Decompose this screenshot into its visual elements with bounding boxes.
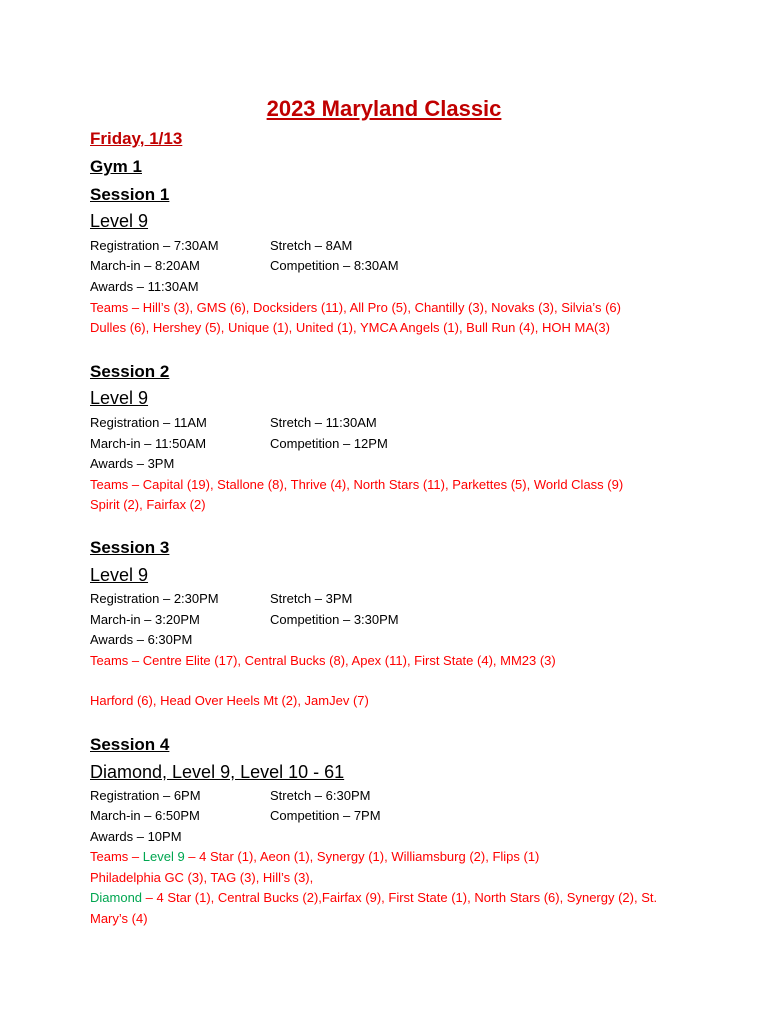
march-in-time: March-in – 8:20AM — [90, 258, 200, 273]
registration-time: Registration – 6PM — [90, 788, 201, 803]
session-title: Session 1 — [90, 185, 170, 204]
teams-line: Philadelphia GC (3), TAG (3), Hill’s (3), — [90, 870, 314, 885]
diamond-label: Diamond — [90, 890, 143, 905]
awards-time: Awards – 3PM — [90, 456, 175, 471]
teams-prefix: Teams – — [90, 849, 143, 864]
teams-line: Harford (6), Head Over Heels Mt (2), JamJev (7) — [90, 693, 369, 708]
teams-list: – 4 Star (1), Aeon (1), Synergy (1), Williamsburg (2), Flips (1) — [184, 849, 540, 864]
competition-time: Competition – 8:30AM — [270, 258, 399, 273]
competition-time: Competition – 12PM — [270, 436, 388, 451]
march-in-time: March-in – 11:50AM — [90, 436, 207, 451]
competition-time: Competition – 7PM — [270, 808, 381, 823]
session-level: Level 9 — [90, 388, 149, 408]
gym-heading: Gym 1 — [90, 157, 142, 176]
teams-line: Spirit (2), Fairfax (2) — [90, 497, 206, 512]
day-heading: Friday, 1/13 — [90, 129, 183, 148]
session-title: Session 3 — [90, 538, 170, 557]
stretch-time: Stretch – 6:30PM — [270, 788, 371, 803]
stretch-time: Stretch – 11:30AM — [270, 415, 377, 430]
competition-time: Competition – 3:30PM — [270, 612, 399, 627]
teams-line: Teams – Capital (19), Stallone (8), Thrive (4), North Stars (11), Parkettes (5), World Class (9) — [90, 477, 624, 492]
teams-line — [90, 849, 539, 864]
awards-time: Awards – 6:30PM — [90, 632, 193, 647]
level-label: Level 9 — [142, 849, 185, 864]
session-title: Session 2 — [90, 362, 170, 381]
stretch-time: Stretch – 8AM — [270, 238, 353, 253]
march-in-time: March-in – 3:20PM — [90, 612, 200, 627]
registration-time: Registration – 2:30PM — [90, 591, 219, 606]
march-in-time: March-in – 6:50PM — [90, 808, 200, 823]
session-level: Level 9 — [90, 211, 149, 231]
session-title: Session 4 — [90, 735, 170, 754]
session-level: Diamond, Level 9, Level 10 - 61 — [90, 762, 345, 782]
teams-list: – 4 Star (1), Central Bucks (2),Fairfax (9), First State (1), North Stars (6), Synergy (2), St. — [142, 890, 658, 905]
stretch-time: Stretch – 3PM — [270, 591, 353, 606]
teams-line: Teams – Hill’s (3), GMS (6), Docksiders (11), All Pro (5), Chantilly (3), Novaks (3), Silvia’s (6) — [90, 300, 621, 315]
teams-line: Teams – Centre Elite (17), Central Bucks (8), Apex (11), First State (4), MM23 (3) — [90, 653, 556, 668]
page-title: 2023 Maryland Classic — [266, 96, 502, 121]
teams-line: Mary’s (4) — [90, 911, 148, 926]
registration-time: Registration – 11AM — [90, 415, 207, 430]
teams-line: Dulles (6), Hershey (5), Unique (1), United (1), YMCA Angels (1), Bull Run (4), HOH MA(3) — [90, 320, 610, 335]
awards-time: Awards – 10PM — [90, 829, 182, 844]
session-level: Level 9 — [90, 565, 149, 585]
awards-time: Awards – 11:30AM — [90, 279, 199, 294]
teams-line — [90, 890, 657, 905]
registration-time: Registration – 7:30AM — [90, 238, 219, 253]
